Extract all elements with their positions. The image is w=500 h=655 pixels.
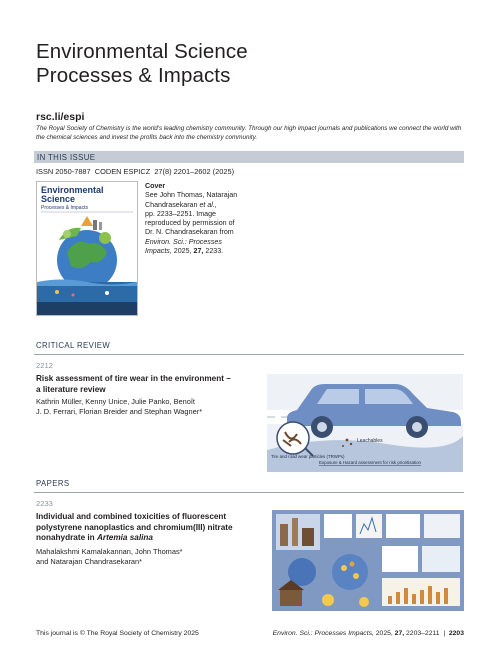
- cover-illustration: [37, 182, 137, 315]
- page-number: 2203: [448, 630, 464, 637]
- page-footer: Environ. Sci.: Processes Impacts, 2025, 27, 2203–2211 | 2203: [272, 630, 464, 637]
- issue-pages: 2201–2602 (2025): [173, 167, 235, 176]
- cover-thumb-title2: Science: [41, 194, 76, 204]
- cover-caption-line7: Impacts, 2025, 27, 2233.: [145, 247, 224, 256]
- cover-heading: Cover: [145, 182, 166, 190]
- cover-caption-line5: Dr. N. Chandrasekaran from: [145, 228, 234, 237]
- cover-image[interactable]: [36, 181, 138, 316]
- copyright-footer: This journal is © The Royal Society of Chemistry 2025: [36, 630, 199, 637]
- tire-wear-illustration: [267, 374, 463, 472]
- tire-particles-label: Tire and road wear particles (TRWPs): [271, 454, 345, 459]
- journal-title-line2: Processes & Impacts: [36, 64, 231, 87]
- volume-issue: 27(8): [154, 167, 172, 176]
- journal-title: [36, 40, 248, 88]
- critical-review-authors: Kathrin Müller, Kenny Unice, Julie Panko, Benoît J. D. Ferrari, Florian Breider and Stephan Wagner*: [36, 397, 203, 416]
- rsc-tagline: The Royal Society of Chemistry is the world's leading chemistry community. Through our high impact journals and publications we connect the world with the chemical sciences and invest the profits back into the chemistry community.: [36, 125, 462, 141]
- cover-caption-line2: Chandrasekaran et al.,: [145, 200, 217, 209]
- nanoplastics-illustration: [272, 510, 464, 611]
- journal-title-line1: Environmental Science: [36, 40, 248, 63]
- issn-line: [36, 167, 234, 176]
- paper-title[interactable]: Individual and combined toxicities of fluorescent polystyrene nanoplastics and chromium(III) nitrate nonahydrate in Artemia salina: [36, 512, 233, 543]
- critical-review-rule: [34, 354, 464, 355]
- papers-rule: [34, 492, 464, 493]
- cover-thumb-title3: Processes & Impacts: [41, 205, 88, 211]
- cover-caption-line3: pp. 2233–2251. Image: [145, 209, 216, 218]
- cover-thumb-title1: Environmental: [41, 185, 104, 195]
- critical-review-label: CRITICAL REVIEW: [36, 341, 111, 350]
- journal-url-link[interactable]: rsc.li/espi: [36, 111, 85, 123]
- paper-authors: Mahalakshmi Kamalakannan, John Thomas* and Natarajan Chandrasekaran*: [36, 547, 183, 566]
- critical-review-title[interactable]: Risk assessment of tire wear in the environment – a literature review: [36, 374, 231, 394]
- critical-review-page: 2212: [36, 361, 53, 370]
- papers-label: PAPERS: [36, 479, 70, 488]
- cover-caption-line1: See John Thomas, Natarajan: [145, 191, 238, 200]
- cover-caption-line4: reproduced by permission of: [145, 219, 235, 228]
- critical-review-graphic[interactable]: [267, 374, 463, 472]
- paper-graphic[interactable]: [272, 510, 464, 611]
- in-this-issue-label: IN THIS ISSUE: [37, 152, 96, 162]
- cover-caption-line6: Environ. Sci.: Processes: [145, 237, 222, 246]
- coden: CODEN ESPICZ: [94, 167, 151, 176]
- cover-caption: [145, 182, 265, 256]
- papers-page: 2233: [36, 499, 53, 508]
- in-this-issue-band: [34, 151, 464, 163]
- issn: ISSN 2050-7887: [36, 167, 91, 176]
- leachables-label: Leachables: [357, 438, 383, 444]
- exposure-label: Exposure & Hazard assessment for risk prioritisation: [319, 460, 421, 465]
